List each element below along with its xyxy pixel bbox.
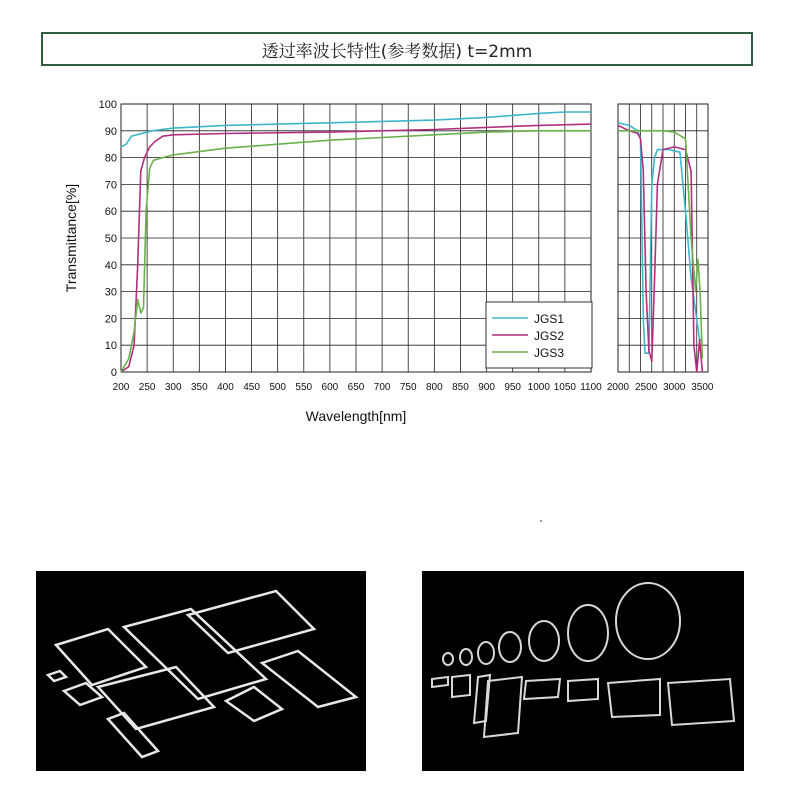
y-tick-label: 40 [104, 259, 117, 272]
chart-title: 透过率波长特性(参考数据) t=2mm [41, 32, 753, 66]
plate [56, 629, 146, 685]
disc [443, 653, 453, 665]
x-tick-label: 350 [190, 382, 208, 393]
x-tick-label: 200 [112, 382, 130, 393]
y-tick-label: 90 [104, 125, 117, 138]
square [608, 679, 660, 717]
x-tick-label: 1000 [527, 382, 550, 393]
x-tick-label: 250 [138, 382, 156, 393]
x-tick-label: 950 [504, 382, 522, 393]
x-tick-label: 1100 [580, 382, 602, 393]
disc [568, 605, 608, 661]
y-tick-label: 70 [104, 179, 117, 192]
plate [108, 713, 158, 757]
x-tick-label: 750 [399, 382, 417, 393]
x-tick-label: 900 [478, 382, 495, 393]
y-tick-label: 20 [104, 313, 117, 326]
y-tick-label: 60 [104, 206, 117, 219]
series-line-jgs2 [618, 125, 702, 372]
square [452, 675, 470, 697]
x-tick-label: 400 [217, 382, 234, 393]
x-tick-label: 850 [452, 382, 469, 393]
plate [48, 671, 66, 681]
y-tick-label: 100 [98, 99, 117, 111]
plate [262, 651, 356, 707]
x-tick-label: 500 [269, 382, 287, 393]
square [568, 679, 598, 701]
y-tick-label: 50 [104, 233, 117, 245]
y-tick-label: 80 [104, 152, 117, 165]
legend-label: JGS3 [534, 346, 565, 360]
disc [499, 632, 521, 662]
y-tick-label: 10 [104, 340, 117, 353]
disc [529, 621, 559, 661]
legend-label: JGS1 [534, 312, 565, 326]
y-tick-label: 0 [110, 367, 117, 379]
x-tick-label: 450 [243, 382, 260, 393]
square [432, 677, 448, 687]
plate [188, 591, 314, 653]
x-tick-label: 600 [321, 382, 339, 393]
stray-dot [540, 520, 542, 522]
x-tick-label: 1050 [553, 382, 577, 393]
x-tick-label: 700 [373, 382, 391, 393]
square-quartz-plates-photo [36, 571, 366, 771]
round-quartz-discs-photo [422, 571, 744, 771]
legend-label: JGS2 [534, 329, 565, 343]
x-tick-label: 300 [164, 382, 182, 393]
x-tick-label: 550 [295, 382, 313, 393]
square [524, 679, 560, 699]
x-tick-label: 2000 [606, 382, 630, 393]
square [668, 679, 734, 725]
y-tick-label: 30 [104, 286, 117, 299]
plate [226, 687, 282, 721]
disc [460, 649, 472, 665]
x-tick-label: 800 [425, 382, 443, 393]
x-tick-label: 2500 [635, 382, 658, 393]
disc [616, 583, 680, 659]
x-tick-label: 3000 [663, 382, 686, 393]
y-axis-label: Transmittance[%] [63, 183, 79, 293]
x-tick-label: 3500 [691, 382, 714, 393]
x-axis-label: Wavelength[nm] [305, 408, 407, 424]
disc [478, 642, 494, 664]
x-tick-label: 650 [347, 382, 365, 393]
